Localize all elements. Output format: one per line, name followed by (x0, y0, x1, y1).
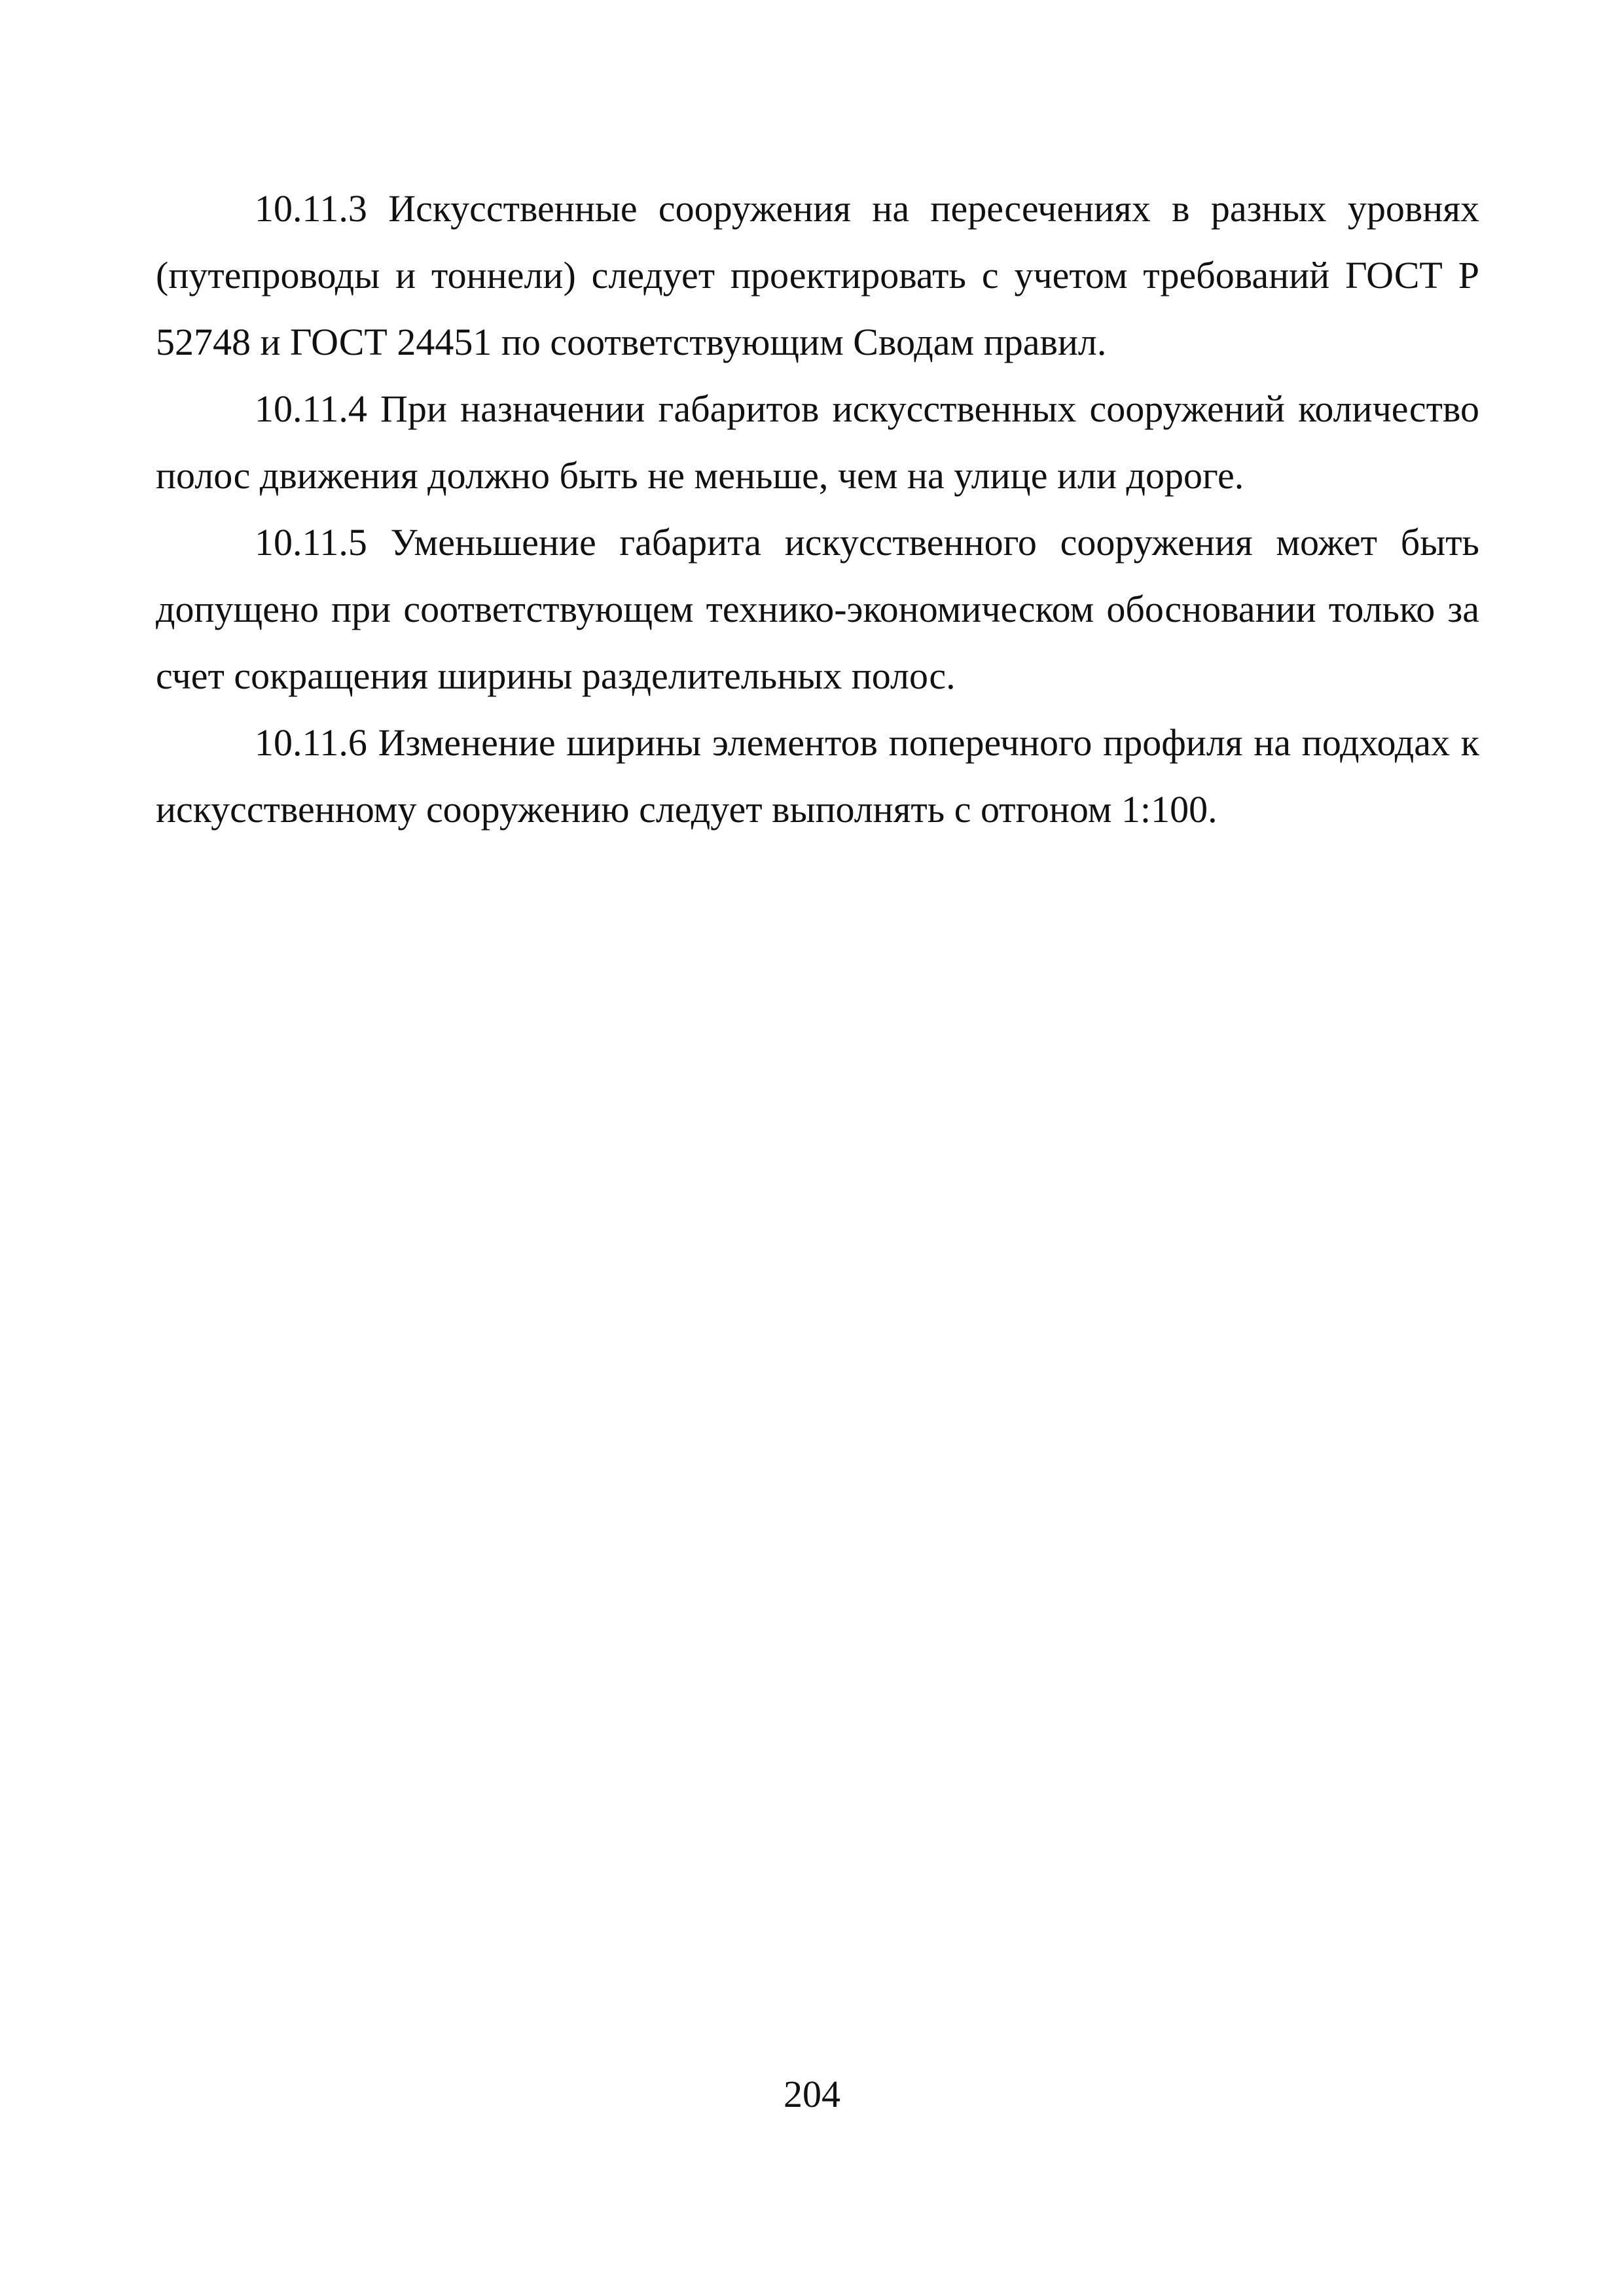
paragraph-10-11-3: 10.11.3 Искусственные сооружения на пересечениях в разных уровнях (путепроводы и тоннели) следует проектировать с учетом требований ГОСТ Р 52748 и ГОСТ 24451 по соответствующим Сводам правил. (156, 187, 1479, 363)
page-number: 204 (784, 2073, 840, 2115)
paragraph-10-11-4: 10.11.4 При назначении габаритов искусственных сооружений количество полос движения должно быть не меньше, чем на улице или дороге. (156, 387, 1479, 497)
body-text (156, 175, 1479, 843)
paragraph-10-11-6: 10.11.6 Изменение ширины элементов поперечного профиля на подходах к искусственному сооружению следует выполнять с отгоном 1:100. (156, 721, 1479, 831)
paragraph-10-11-5: 10.11.5 Уменьшение габарита искусственного сооружения может быть допущено при соответствующем технико-экономическом обосновании только за счет сокращения ширины разделительных полос. (156, 521, 1479, 697)
